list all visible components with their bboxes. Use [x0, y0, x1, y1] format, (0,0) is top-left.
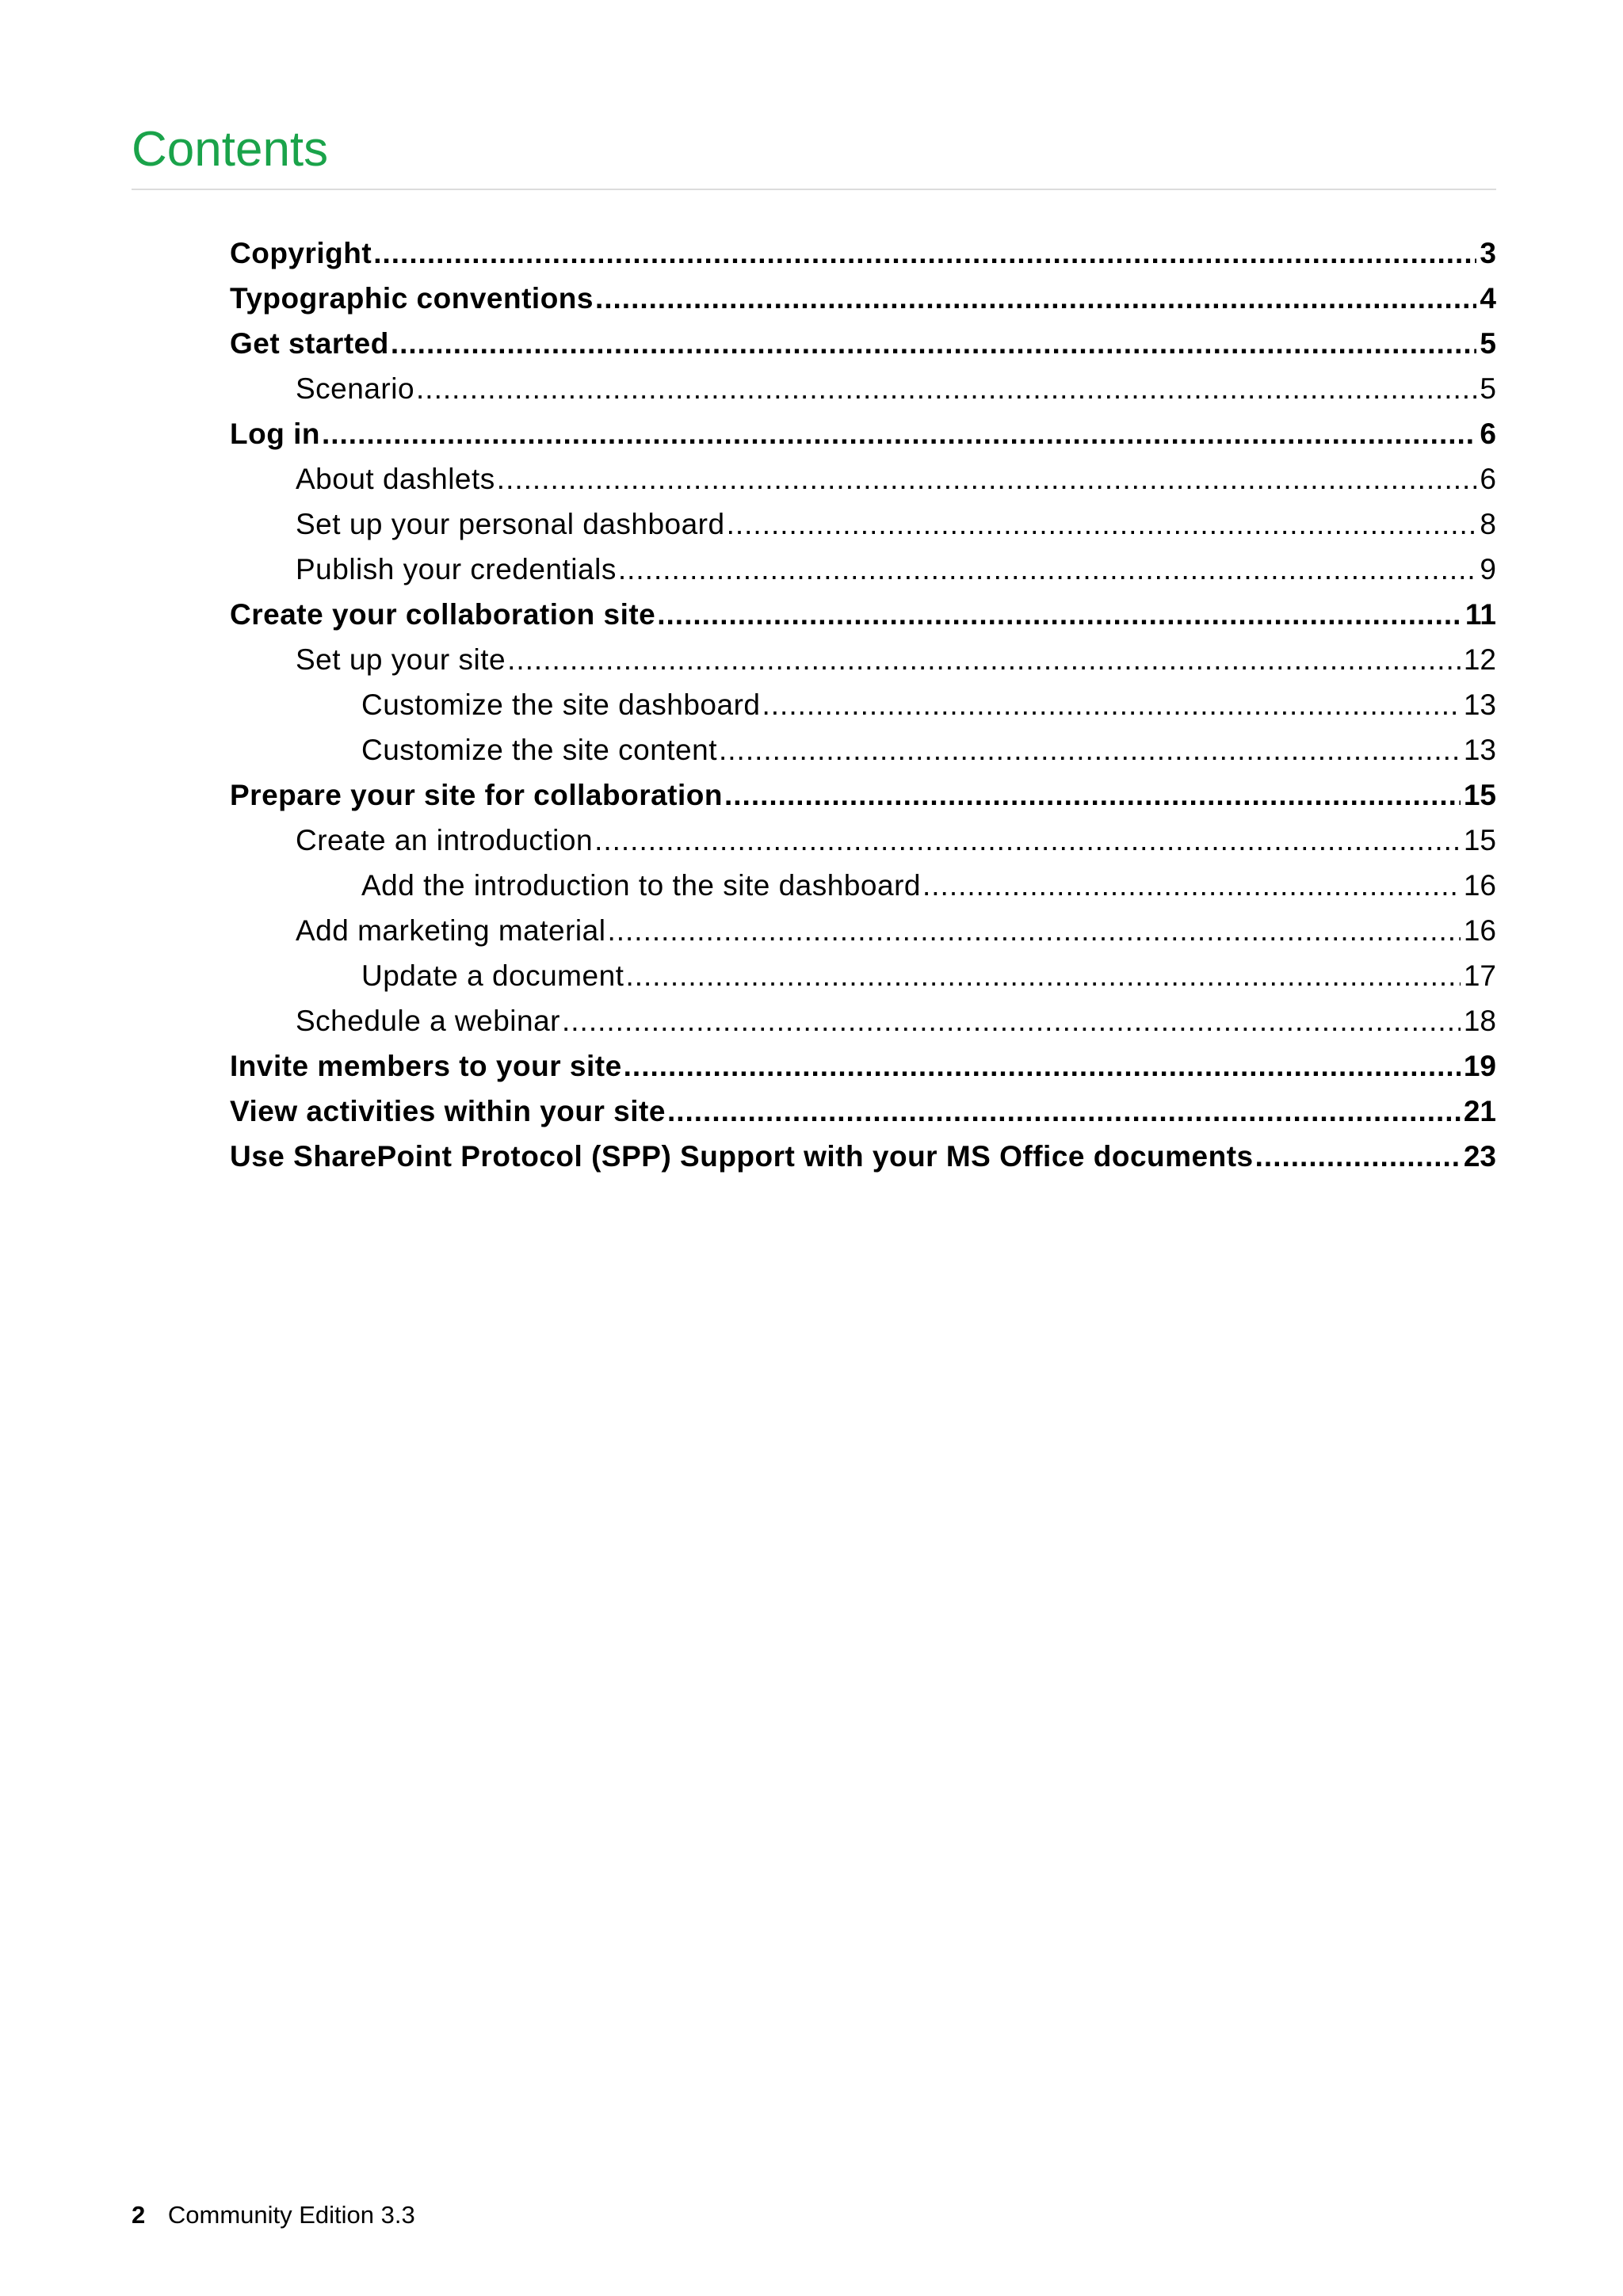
toc-entry-page: 17 [1463, 959, 1496, 992]
toc-entry-page: 6 [1480, 463, 1496, 495]
toc-entry[interactable] [230, 1089, 1496, 1134]
toc-dot-leader [618, 547, 1477, 592]
toc-entry[interactable] [230, 998, 1496, 1043]
toc-entry[interactable] [230, 231, 1496, 276]
toc-entry-page: 13 [1463, 688, 1496, 721]
toc-entry-page: 3 [1480, 237, 1496, 269]
toc-dot-leader [594, 818, 1461, 863]
toc-entry-page: 16 [1463, 914, 1496, 947]
toc-dot-leader [497, 456, 1477, 502]
page-footer [132, 2201, 415, 2229]
toc-entry[interactable] [230, 456, 1496, 502]
toc-entry[interactable] [230, 1043, 1496, 1089]
toc-entry-page: 9 [1480, 553, 1496, 585]
toc-dot-leader [1255, 1134, 1461, 1179]
toc-dot-leader [391, 321, 1477, 366]
toc-entry-page: 8 [1480, 508, 1496, 540]
toc-dot-leader [322, 411, 1476, 456]
toc-entry[interactable] [230, 953, 1496, 998]
toc-entry[interactable] [230, 276, 1496, 321]
toc-entry[interactable] [230, 682, 1496, 727]
toc-entry-label: Set up your site [296, 643, 506, 676]
toc-entry[interactable] [230, 321, 1496, 366]
toc-dot-leader [595, 276, 1476, 321]
toc-entry-label: Get started [230, 327, 389, 360]
toc-entry-label: Invite members to your site [230, 1050, 622, 1082]
toc-entry[interactable] [230, 637, 1496, 682]
toc-dot-leader [562, 998, 1461, 1043]
toc-entry-page: 15 [1463, 824, 1496, 856]
toc-entry-label: Customize the site content [361, 734, 717, 766]
toc-entry[interactable] [230, 908, 1496, 953]
toc-entry[interactable] [230, 1134, 1496, 1179]
toc-entry-page: 23 [1463, 1140, 1496, 1173]
toc-entry-page: 12 [1463, 643, 1496, 676]
toc-entry-page: 11 [1465, 598, 1496, 631]
toc-dot-leader [727, 502, 1477, 547]
toc-dot-leader [667, 1089, 1461, 1134]
toc-entry-label: Update a document [361, 959, 624, 992]
toc-dot-leader [624, 1043, 1461, 1089]
toc-entry-page: 16 [1463, 869, 1496, 902]
toc-entry-page: 18 [1463, 1005, 1496, 1037]
toc-dot-leader [724, 772, 1461, 818]
page-title: Contents [132, 122, 329, 177]
toc-entry-page: 19 [1463, 1050, 1496, 1082]
toc-dot-leader [762, 682, 1461, 727]
toc-entry[interactable] [230, 727, 1496, 772]
toc-dot-leader [719, 727, 1461, 772]
footer-edition: Community Edition 3.3 [167, 2201, 415, 2229]
toc-entry-page: 13 [1463, 734, 1496, 766]
toc-entry-page: 5 [1480, 372, 1496, 405]
toc-entry[interactable] [230, 547, 1496, 592]
toc-entry-label: Use SharePoint Protocol (SPP) Support with your MS Office documents [230, 1140, 1254, 1173]
toc-entry[interactable] [230, 592, 1496, 637]
toc-entry-label: Scenario [296, 372, 415, 405]
toc-entry-label: Create your collaboration site [230, 598, 656, 631]
toc-entry-label: Publish your credentials [296, 553, 617, 585]
toc-entry[interactable] [230, 366, 1496, 411]
toc-entry[interactable] [230, 863, 1496, 908]
toc-entry-page: 4 [1480, 282, 1496, 315]
toc-entry[interactable] [230, 772, 1496, 818]
toc-entry-label: Customize the site dashboard [361, 688, 761, 721]
toc-entry-label: About dashlets [296, 463, 495, 495]
footer-page-number: 2 [132, 2201, 146, 2229]
toc-entry-label: Create an introduction [296, 824, 594, 856]
toc-dot-leader [507, 637, 1461, 682]
toc-entry[interactable] [230, 502, 1496, 547]
toc-dot-leader [625, 953, 1460, 998]
toc-dot-leader [922, 863, 1461, 908]
table-of-contents [230, 231, 1496, 1179]
toc-entry-page: 6 [1480, 418, 1496, 450]
toc-entry[interactable] [230, 411, 1496, 456]
toc-dot-leader [373, 231, 1476, 276]
toc-entry-label: Log in [230, 418, 320, 450]
toc-entry-label: Typographic conventions [230, 282, 594, 315]
toc-entry-label: Prepare your site for collaboration [230, 779, 723, 811]
toc-dot-leader [416, 366, 1476, 411]
toc-entry-page: 5 [1480, 327, 1496, 360]
toc-entry-page: 15 [1463, 779, 1496, 811]
toc-entry[interactable] [230, 818, 1496, 863]
toc-entry-page: 21 [1463, 1095, 1496, 1127]
toc-entry-label: Add marketing material [296, 914, 606, 947]
toc-dot-leader [657, 592, 1462, 637]
toc-entry-label: Copyright [230, 237, 372, 269]
toc-entry-label: Schedule a webinar [296, 1005, 560, 1037]
toc-entry-label: View activities within your site [230, 1095, 666, 1127]
toc-entry-label: Add the introduction to the site dashboard [361, 869, 921, 902]
toc-dot-leader [607, 908, 1460, 953]
title-divider [132, 189, 1496, 190]
toc-entry-label: Set up your personal dashboard [296, 508, 725, 540]
